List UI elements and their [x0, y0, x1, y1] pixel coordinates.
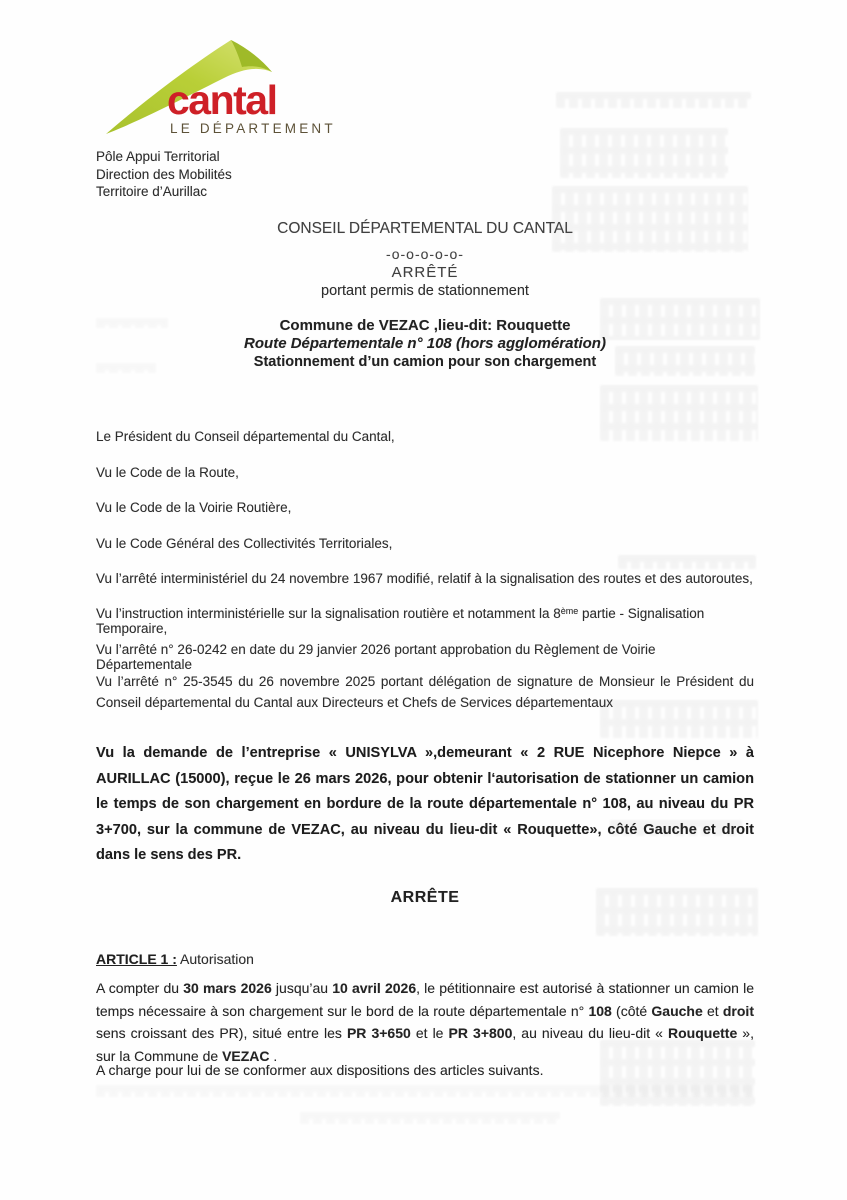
- article-1-label: ARTICLE 1 :: [96, 951, 177, 967]
- vu-arrete-1967: Vu l’arrêté interministériel du 24 novembre 1967 modifié, relatif à la signalisation des routes et des autoroutes,: [96, 571, 753, 586]
- bleed-through-text: [600, 700, 758, 738]
- bleed-through-text: [96, 318, 168, 328]
- bleed-through-text: [96, 363, 156, 373]
- bleed-through-text: [300, 1112, 560, 1124]
- vu-instruction-interministerielle: [96, 606, 754, 636]
- document-subtitle: portant permis de stationnement: [321, 283, 529, 299]
- article-1-closing: A charge pour lui de se conformer aux dispositions des articles suivants.: [96, 1062, 544, 1078]
- subject-object-line: Stationnement d’un camion pour son chargement: [253, 354, 597, 370]
- vu-code-collectivites: Vu le Code Général des Collectivités Territoriales,: [96, 536, 393, 551]
- vu-code-route: Vu le Code de la Route,: [96, 465, 239, 480]
- authority-title: CONSEIL DÉPARTEMENTAL DU CANTAL: [277, 220, 573, 237]
- bleed-through-text: [610, 820, 742, 836]
- sender-line-direction: Direction des Mobilités: [96, 166, 232, 182]
- bleed-through-text: [618, 555, 756, 569]
- vu5-text-pre: Vu l’instruction interministérielle sur la signalisation routière et notamment la 8: [96, 606, 561, 621]
- vu5-text-post: partie - Signalisation Temporaire,: [96, 606, 705, 636]
- vu-arrete-26-0242: Vu l’arrêté n° 26-0242 en date du 29 janvier 2026 portant approbation du Règlement de Voirie Départementale: [96, 642, 656, 672]
- preamble-opening: Le Président du Conseil départemental du Cantal,: [96, 429, 395, 444]
- subject-commune-line: Commune de VEZAC ,lieu-dit: Rouquette: [279, 317, 571, 334]
- bleed-through-text: [615, 346, 755, 376]
- bleed-through-text: [560, 128, 728, 178]
- vu-arrete-25-3545: Vu l’arrêté n° 25-3545 du 26 novembre 2025 portant délégation de signature de Monsieur le Président du Conseil départemental du Cantal aux Directeurs et Chefs de Services départementaux: [96, 674, 754, 710]
- vu5-ordinal-superscript: ème: [560, 606, 579, 616]
- article-1-heading: [96, 951, 254, 967]
- bleed-through-text: [556, 92, 751, 108]
- bleed-through-text: [600, 385, 758, 441]
- vu-code-voirie: Vu le Code de la Voirie Routière,: [96, 500, 292, 515]
- decision-heading: ARRÊTE: [390, 889, 460, 906]
- subject-road-line: Route Départementale n° 108 (hors agglomération): [244, 335, 606, 352]
- bleed-through-text: [552, 186, 748, 252]
- logo-brand-text: cantal: [167, 77, 277, 123]
- bleed-through-text: [600, 298, 760, 340]
- bleed-through-text: [96, 1085, 754, 1097]
- bleed-through-text: [596, 888, 758, 936]
- ornamental-separator: -o-o-o-o-o-: [386, 246, 464, 262]
- sender-line-service: Pôle Appui Territorial: [96, 149, 220, 164]
- article-1-title: Autorisation: [180, 951, 254, 967]
- request-paragraph: Vu la demande de l’entreprise « UNISYLVA »,demeurant « 2 RUE Nicephore Niepce » à AURILLAC (15000), reçue le 26 mars 2026, pour obtenir l‘autorisation de stationner un camion le temps de son chargement en bordure de la route départementale n° 108, au niveau du PR 3+700, sur la commune de VEZAC, au niveau du lieu-dit « Rouquette», côté Gauche et droit dans le sens des PR.: [96, 745, 754, 863]
- document-type-heading: ARRÊTÉ: [391, 264, 459, 281]
- logo-tagline-text: LE DÉPARTEMENT: [170, 121, 336, 136]
- sender-line-territoire: Territoire d’Aurillac: [96, 184, 208, 199]
- article-1-body: A compter du 30 mars 2026 jusqu’au 10 avril 2026, le pétitionnaire est autorisé à stationner un camion le temps nécessaire à son chargement sur le bord de la route départementale n° 108 (côté Gauche et droit sens croissant des PR), situé entre les PR 3+650 et le PR 3+800, au niveau du lieu-dit « Rouquette », sur la Commune de VEZAC .: [96, 980, 755, 1064]
- sender-block: [96, 148, 232, 201]
